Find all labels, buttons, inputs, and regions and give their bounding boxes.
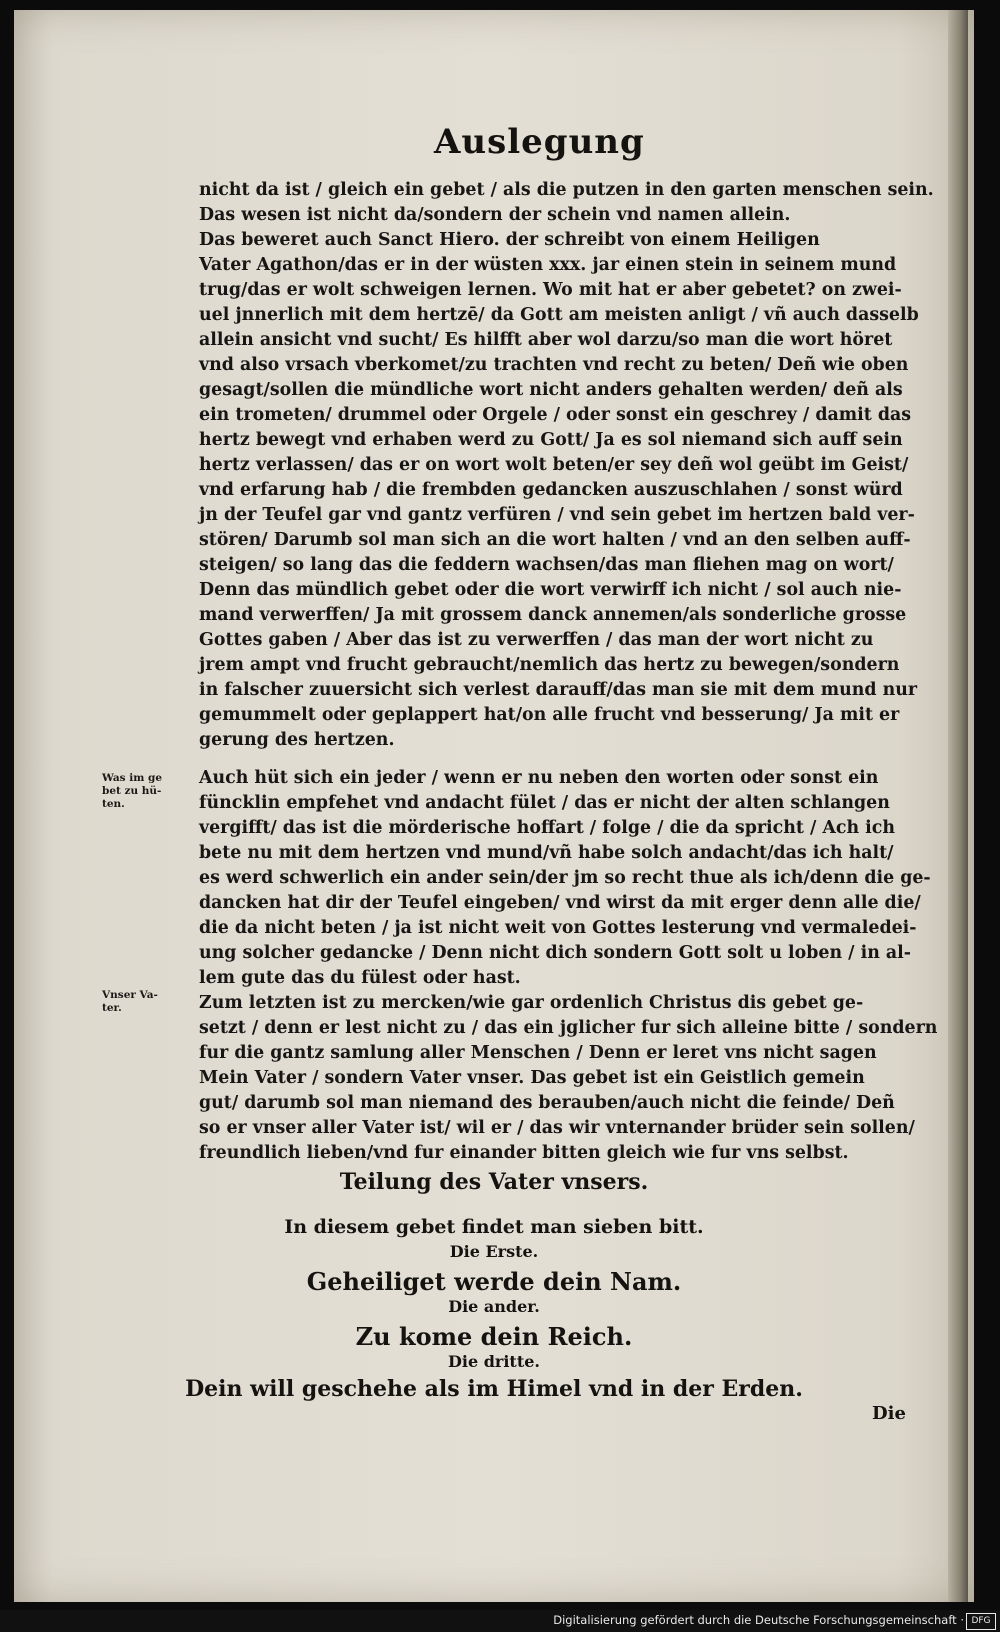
text-line: Mein Vater / sondern Vater vnser. Das gebet ist ein Geistlich gemein [199,1068,865,1088]
paragraph-2 [199,766,938,1166]
text-line: lem gute das du fülest oder hast. [199,968,521,988]
text-line: gerung des hertzen. [199,730,395,750]
petition-ordinal-3: Die dritte. [448,1352,540,1371]
dfg-logo-icon: DFG [966,1613,996,1630]
text-line: setzt / denn er lest nicht zu / das ein jglicher fur sich alleine bitte / sondern [199,1018,938,1038]
text-line: hertz bewegt vnd erhaben werd zu Gott/ Ja es sol niemand sich auff sein [199,430,903,450]
petition-ordinal-2: Die ander. [448,1297,540,1316]
marginal-note-2 [102,989,198,1015]
text-line: es werd schwerlich ein ander sein/der jm so recht thue als ich/denn die ge- [199,868,931,888]
text-line: ung solcher gedancke / Denn nicht dich sondern Gott solt u loben / in al- [199,943,911,963]
petition-1: Geheiliget werde dein Nam. [306,1267,682,1296]
marginal-note-line: Was im ge [102,772,163,784]
text-line: in falscher zuuersicht sich verlest darauff/das man sie mit dem mund nur [199,680,918,700]
text-line: freundlich lieben/vnd fur einander bitten gleich wie fur vns selbst. [199,1143,849,1163]
text-line: Vater Agathon/das er in der wüsten xxx. jar einen stein in seinem mund [199,255,897,275]
text-line: nicht da ist / gleich ein gebet / als die putzen in den garten menschen sein. [199,180,934,200]
text-line: ein trometen/ drummel oder Orgele / oder sonst ein geschrey / damit das [199,405,912,425]
text-line: füncklin empfehet vnd andacht fület / das er nicht der alten schlangen [199,793,890,813]
text-line: Auch hüt sich ein jeder / wenn er nu neben den worten oder sonst ein [199,768,879,788]
division-title: Teilung des Vater vnsers. [339,1169,649,1195]
text-line: Das wesen ist nicht da/sondern der schein vnd namen allein. [199,205,791,225]
footer-bar [0,1610,1000,1632]
book-page [14,10,974,1602]
running-head: Auslegung [434,122,645,162]
marginal-note-line: bet zu hü- [102,785,162,797]
text-line: vnd erfarung hab / die frembden gedancken auszuschlahen / sonst würd [199,480,903,500]
petition-2: Zu kome dein Reich. [355,1322,633,1351]
paragraph-1 [199,178,934,753]
marginal-note-line: ter. [102,1002,122,1014]
text-line: Das beweret auch Sanct Hiero. der schreibt von einem Heiligen [199,230,820,250]
text-line: trug/das er wolt schweigen lernen. Wo mit hat er aber gebetet? on zwei- [199,280,902,300]
text-line: gemummelt oder geplappert hat/on alle frucht vnd besserung/ Ja mit er [199,705,900,725]
text-line: fur die gantz samlung aller Menschen / Denn er leret vns nicht sagen [199,1043,877,1063]
text-line: die da nicht beten / ja ist nicht weit von Gottes lesterung vnd vermaledei- [199,918,917,938]
text-line: gesagt/sollen die mündliche wort nicht anders gehalten werden/ deñ als [199,380,903,400]
text-line: so er vnser aller Vater ist/ wil er / das wir vnternander brüder sein sollen/ [199,1118,915,1138]
funding-credit: Digitalisierung gefördert durch die Deutsche Forschungsgemeinschaft · [553,1613,964,1627]
text-line: Gottes gaben / Aber das ist zu verwerffen / das man der wort nicht zu [199,630,874,650]
text-line: mand verwerffen/ Ja mit grossem danck annemen/als sonderliche grosse [199,605,907,625]
text-line: dancken hat dir der Teufel eingeben/ vnd wirst da mit erger denn alle die/ [199,893,921,913]
text-line: vergifft/ das ist die mörderische hoffart / folge / die da spricht / Ach ich [199,818,895,838]
text-line: Denn das mündlich gebet oder die wort verwirff ich nicht / sol auch nie- [199,580,902,600]
text-line: stören/ Darumb sol man sich an die wort halten / vnd an den selben auff- [199,530,911,550]
petition-3: Dein will geschehe als im Himel vnd in der Erden. [185,1376,803,1402]
division-intro: In diesem gebet findet man sieben bitt. [284,1216,704,1238]
text-line: hertz verlassen/ das er on wort wolt beten/er sey deñ wol geübt im Geist/ [199,455,909,475]
marginal-note-1 [102,772,198,811]
text-line: jrem ampt vnd frucht gebraucht/nemlich das hertz zu bewegen/sondern [199,655,900,675]
catchword: Die [872,1403,906,1424]
text-line: steigen/ so lang das die feddern wachsen/das man fliehen mag on wort/ [199,555,894,575]
text-line: bete nu mit dem hertzen vnd mund/vñ habe solch andacht/das ich halt/ [199,843,894,863]
petition-ordinal-1: Die Erste. [449,1242,539,1261]
marginal-note-line: ten. [102,798,125,810]
text-line: jn der Teufel gar vnd gantz verfüren / vnd sein gebet im hertzen bald ver- [199,505,915,525]
text-line: uel jnnerlich mit dem hertzē/ da Gott am meisten anligt / vñ auch dasselb [199,305,919,325]
text-line: gut/ darumb sol man niemand des berauben/auch nicht die feinde/ Deñ [199,1093,895,1113]
text-line: vnd also vrsach vberkomet/zu trachten vnd recht zu beten/ Deñ wie oben [199,355,909,375]
text-line: Zum letzten ist zu mercken/wie gar ordenlich Christus dis gebet ge- [199,993,864,1013]
text-line: allein ansicht vnd sucht/ Es hilfft aber wol darzu/so man die wort höret [199,330,893,350]
marginal-note-line: Vnser Va- [102,989,158,1001]
